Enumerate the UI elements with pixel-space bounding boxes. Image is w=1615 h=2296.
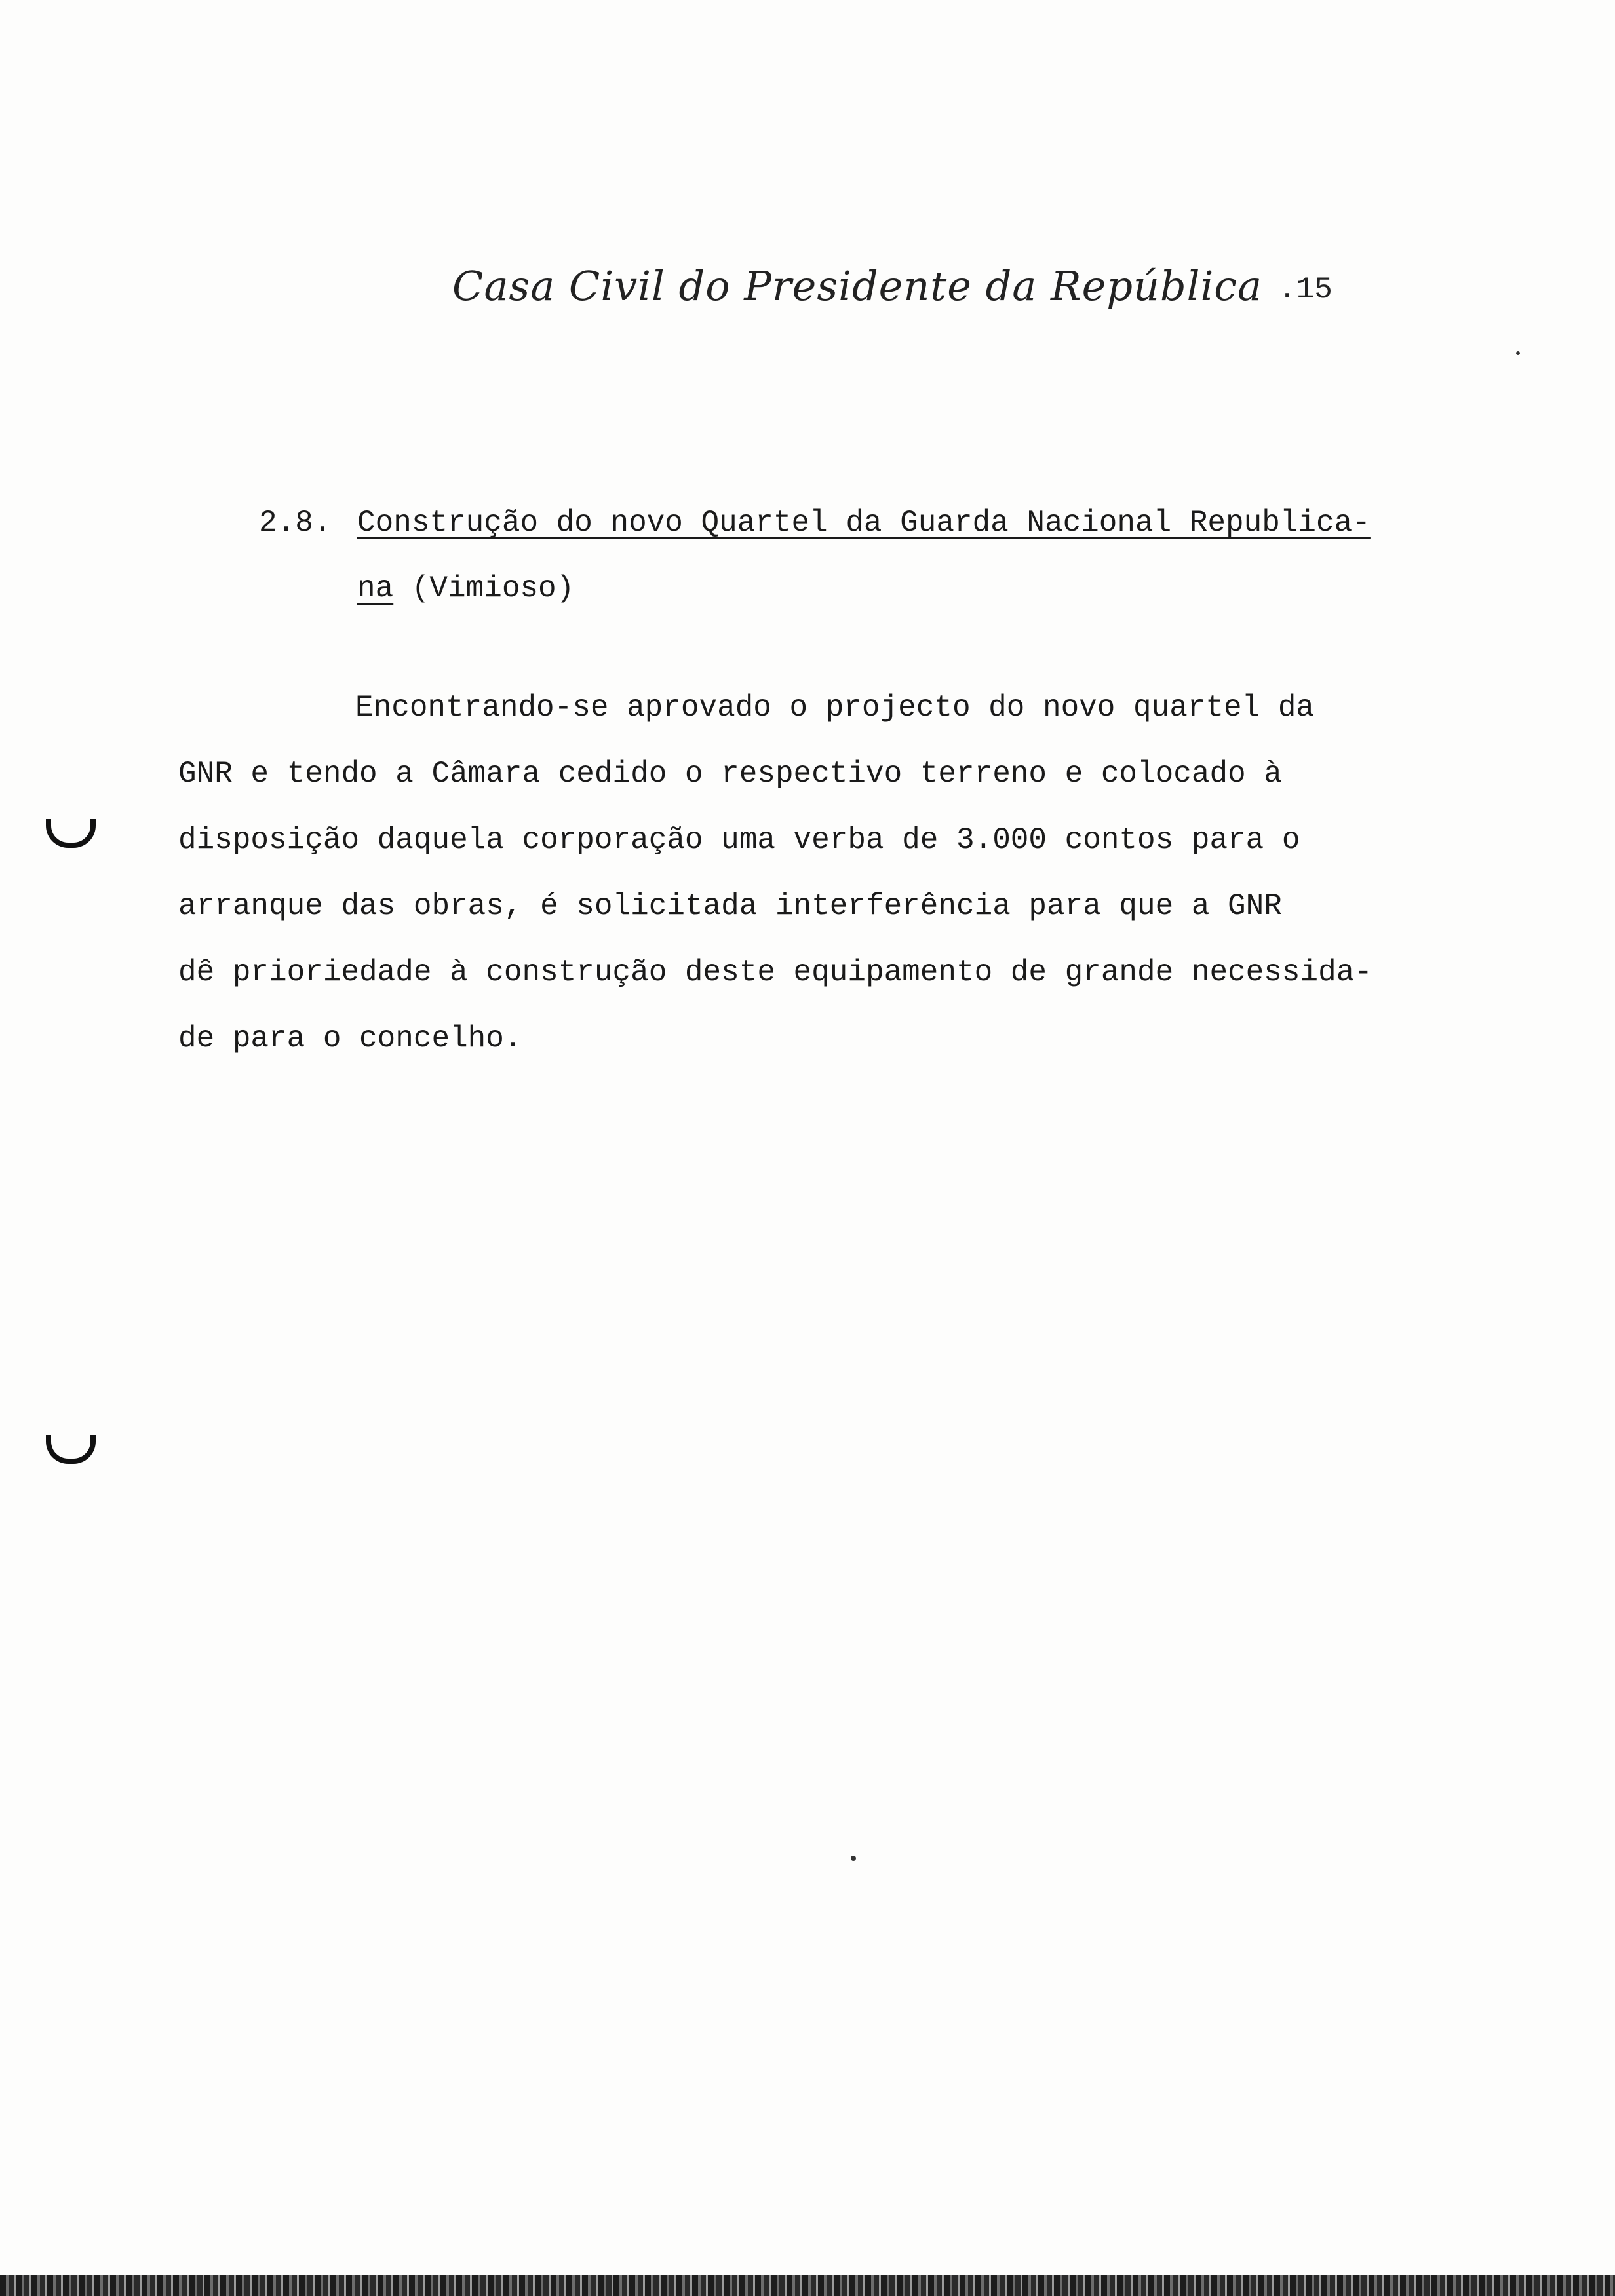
body-line: arranque das obras, é solicitada interferência para que a GNR — [178, 889, 1282, 923]
section-title-line2-underlined: na — [357, 571, 394, 605]
body-line: de para o concelho. — [178, 1022, 522, 1056]
margin-mark-icon — [46, 819, 96, 848]
section-number: 2.8. — [259, 506, 332, 540]
section-heading — [259, 490, 1371, 556]
section-title-line1: Construção do novo Quartel da Guarda Nacional Republica- — [357, 506, 1371, 540]
letterhead: Casa Civil do Presidente da República — [452, 262, 1262, 310]
body-line: disposição daquela corporação uma verba de 3.000 contos para o — [178, 823, 1300, 857]
scan-speck — [851, 1856, 856, 1861]
section-title-line2 — [357, 556, 574, 621]
body-line: dê prioriedade à construção deste equipamento de grande necessida- — [178, 955, 1372, 989]
section-title-line2-rest: (Vimioso) — [393, 571, 575, 605]
body-paragraph — [178, 675, 1372, 1072]
page-number: .15 — [1278, 273, 1333, 307]
body-line: Encontrando-se aprovado o projecto do novo quartel da — [355, 691, 1315, 725]
scan-edge-strip — [0, 2275, 1615, 2296]
scan-speck — [1516, 351, 1520, 355]
margin-mark-icon — [46, 1435, 96, 1464]
body-line: GNR e tendo a Câmara cedido o respectivo terreno e colocado à — [178, 757, 1282, 791]
